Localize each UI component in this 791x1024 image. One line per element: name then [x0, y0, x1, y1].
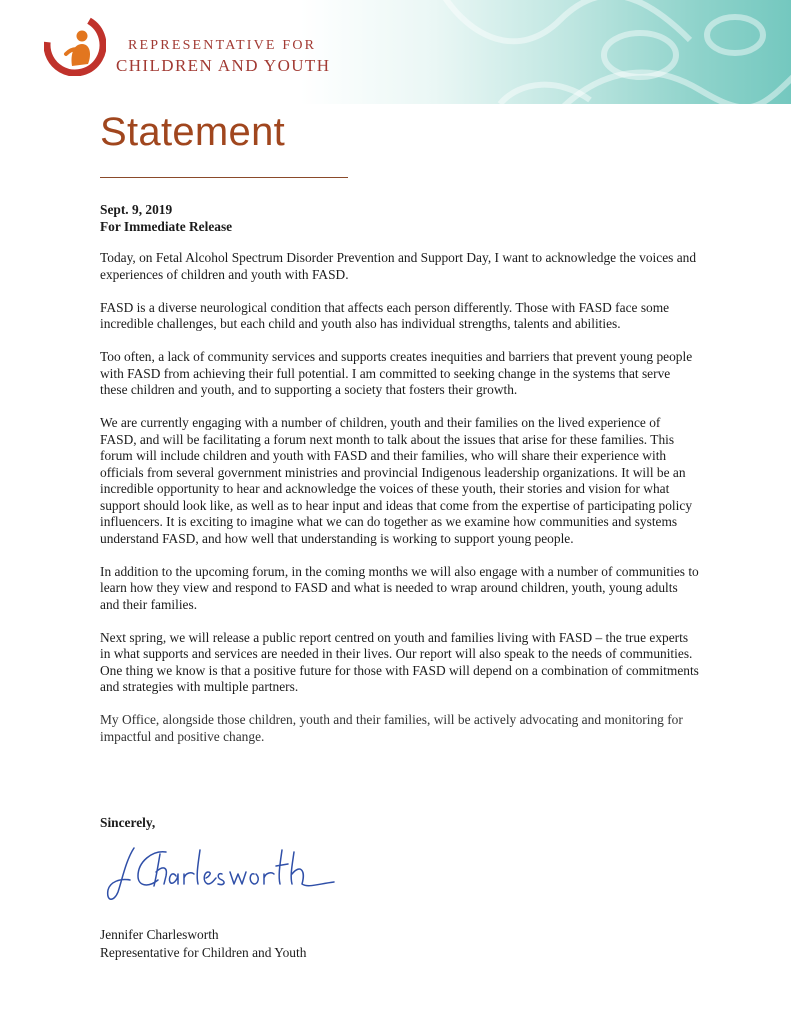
signatory-name: Jennifer Charlesworth [100, 927, 219, 942]
paragraph: FASD is a diverse neurological condition that affects each person differently. Those with FASD face some incredible challenges, but each child and youth also has individual strengths, talents and abilities. [100, 299, 670, 331]
title-divider [100, 177, 348, 178]
paragraph: We are currently engaging with a number of children, youth and their families on the lived experience of FASD, and will be facilitating a forum next month to talk about the issues that arise for these families. This forum will include children and youth with FASD and their families, who will share their experience with officials from several government ministries and provincial Indigenous leadership organizations. It will be an incredible opportunity to hear and acknowledge the voices of these youth, their stories and vision for what support should look like, as well as to hear input and ideas that come from the expertise of participating policy influencers. It is exciting to imagine what we can do together as we examine how communities and systems understand FASD, and how well that understanding is working to support young people. [100, 415, 693, 546]
paragraph: Next spring, we will release a public report centred on youth and families living with FASD – the true experts in what supports and services are needed in their lives. Our report will also speak to the needs of communities. One thing we know is that a positive future for those with FASD will depend on a combination of commitments and strategies with multiple partners. [100, 629, 699, 694]
org-name-line2: CHILDREN AND YOUTH [116, 56, 331, 75]
handwritten-signature-icon [104, 840, 344, 910]
letterhead-banner [0, 0, 791, 104]
release-meta [100, 201, 232, 235]
release-type: For Immediate Release [100, 219, 233, 234]
statement-body [100, 250, 700, 762]
paragraph: In addition to the upcoming forum, in the coming months we will also engage with a number of communities to learn how they view and respond to FASD and what is needed to wrap around children, youth, young adults and their families. [100, 563, 699, 612]
closing-salutation: Sincerely, [100, 815, 156, 830]
paragraph: Too often, a lack of community services and supports creates inequities and barriers that prevent young people with FASD from achieving their full potential. I am committed to seeking change in the systems that serve these children and youth, and to supporting a society that fosters their growth. [100, 349, 693, 397]
org-name-line1: REPRESENTATIVE FOR [128, 38, 317, 53]
rcy-logo-icon [44, 14, 106, 76]
paragraph: My Office, alongside those children, youth and their families, will be actively advocating and monitoring for impactful and positive change. [100, 712, 683, 744]
release-date: Sept. 9, 2019 [100, 202, 173, 217]
paragraph: Today, on Fetal Alcohol Spectrum Disorder Prevention and Support Day, I want to acknowledge the voices and experiences of children and youth with FASD. [100, 250, 697, 282]
signatory-block [100, 926, 306, 962]
page-title: Statement [100, 110, 286, 154]
banner-pattern [0, 0, 791, 104]
signatory-title: Representative for Children and Youth [100, 945, 307, 960]
